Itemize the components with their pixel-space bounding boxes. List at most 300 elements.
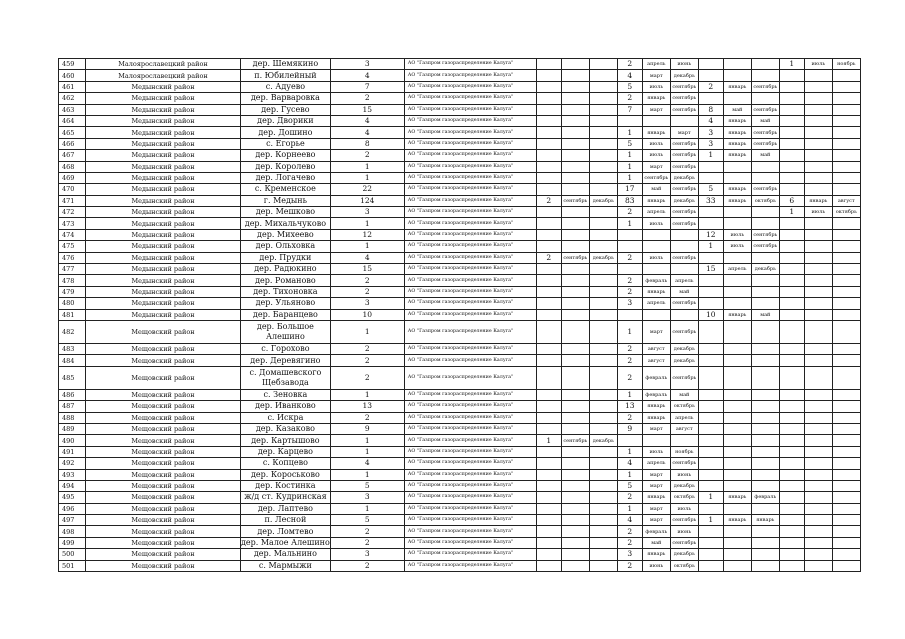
period-end-month [589, 515, 617, 526]
period-count: 2 [536, 195, 561, 206]
period-count [698, 526, 723, 537]
table-row [59, 161, 861, 172]
period-start-month [804, 560, 832, 571]
period-end-month [670, 435, 698, 446]
period-end-month [751, 172, 779, 183]
period-end-month [832, 446, 860, 457]
period-start-month [804, 366, 832, 389]
table-row [59, 229, 861, 240]
period-count [536, 218, 561, 229]
period-count [536, 241, 561, 252]
period-end-month [832, 161, 860, 172]
period-end-month [589, 560, 617, 571]
total-count: 4 [330, 458, 404, 469]
row-number: 473 [59, 218, 86, 229]
district-name: Медынский район [86, 138, 241, 149]
row-number: 466 [59, 138, 86, 149]
period-count [779, 320, 804, 343]
period-end-month [751, 503, 779, 514]
period-start-month [561, 515, 589, 526]
organization-name: АО "Газпром газораспределение Калуга" [404, 218, 536, 229]
total-count: 2 [330, 286, 404, 297]
period-start-month: январь [642, 195, 670, 206]
period-end-month [832, 355, 860, 366]
district-name: Медынский район [86, 275, 241, 286]
settlement-name: дер. Казаково [241, 423, 331, 434]
period-end-month [589, 59, 617, 70]
district-name: Мещовский район [86, 389, 241, 400]
period-count [698, 343, 723, 354]
organization-name: АО "Газпром газораспределение Калуга" [404, 537, 536, 548]
period-end-month [670, 264, 698, 275]
table-row [59, 184, 861, 195]
period-count [698, 218, 723, 229]
period-start-month [804, 275, 832, 286]
organization-name: АО "Газпром газораспределение Калуга" [404, 241, 536, 252]
period-count [536, 412, 561, 423]
period-start-month [561, 526, 589, 537]
period-start-month [561, 480, 589, 491]
period-count: 1 [617, 127, 642, 138]
period-count [698, 275, 723, 286]
period-end-month: декабрь [589, 195, 617, 206]
table-row [59, 355, 861, 366]
period-start-month [561, 549, 589, 560]
district-name: Мещовский район [86, 446, 241, 457]
district-name: Медынский район [86, 264, 241, 275]
settlement-name: с. Мармыжи [241, 560, 331, 571]
period-start-month [804, 172, 832, 183]
table-row [59, 537, 861, 548]
table-row [59, 401, 861, 412]
total-count: 124 [330, 195, 404, 206]
period-end-month [832, 401, 860, 412]
organization-name: АО "Газпром газораспределение Калуга" [404, 515, 536, 526]
period-start-month [804, 161, 832, 172]
period-count [536, 229, 561, 240]
period-start-month [804, 286, 832, 297]
period-count: 2 [617, 526, 642, 537]
row-number: 463 [59, 104, 86, 115]
period-start-month [642, 264, 670, 275]
period-count [698, 423, 723, 434]
row-number: 479 [59, 286, 86, 297]
total-count: 22 [330, 184, 404, 195]
row-number: 482 [59, 320, 86, 343]
period-start-month: март [642, 320, 670, 343]
period-count [698, 503, 723, 514]
period-end-month [832, 389, 860, 400]
period-start-month [561, 184, 589, 195]
period-end-month [751, 218, 779, 229]
period-end-month [670, 115, 698, 126]
period-start-month [804, 389, 832, 400]
period-count: 33 [698, 195, 723, 206]
period-start-month [804, 480, 832, 491]
period-count [698, 435, 723, 446]
period-start-month [804, 435, 832, 446]
period-count: 2 [617, 343, 642, 354]
settlement-name: дер. Радюкино [241, 264, 331, 275]
period-start-month [561, 309, 589, 320]
row-number: 484 [59, 355, 86, 366]
period-start-month [561, 207, 589, 218]
period-end-month [751, 70, 779, 81]
district-name: Медынский район [86, 127, 241, 138]
table-row [59, 127, 861, 138]
organization-name: АО "Газпром газораспределение Калуга" [404, 458, 536, 469]
period-start-month [561, 401, 589, 412]
period-end-month: декабрь [670, 70, 698, 81]
row-number: 495 [59, 492, 86, 503]
period-count: 2 [617, 286, 642, 297]
period-start-month [804, 138, 832, 149]
period-end-month [751, 355, 779, 366]
period-end-month: сентябрь [670, 184, 698, 195]
organization-name: АО "Газпром газораспределение Калуга" [404, 480, 536, 491]
period-start-month: январь [723, 127, 751, 138]
period-start-month [561, 320, 589, 343]
period-end-month [589, 389, 617, 400]
organization-name: АО "Газпром газораспределение Калуга" [404, 70, 536, 81]
period-start-month [723, 526, 751, 537]
district-name: Мещовский район [86, 503, 241, 514]
district-name: Медынский район [86, 252, 241, 263]
period-end-month [751, 286, 779, 297]
period-start-month [723, 480, 751, 491]
row-number: 483 [59, 343, 86, 354]
period-count [536, 423, 561, 434]
organization-name: АО "Газпром газораспределение Калуга" [404, 503, 536, 514]
district-name: Мещовский район [86, 537, 241, 548]
district-name: Мещовский район [86, 560, 241, 571]
organization-name: АО "Газпром газораспределение Калуга" [404, 309, 536, 320]
period-count: 1 [617, 503, 642, 514]
period-end-month: сентябрь [670, 458, 698, 469]
period-start-month: сентябрь [561, 195, 589, 206]
district-name: Медынский район [86, 93, 241, 104]
row-number: 459 [59, 59, 86, 70]
period-end-month [751, 161, 779, 172]
period-start-month [561, 458, 589, 469]
period-end-month [589, 401, 617, 412]
period-end-month: декабрь [670, 549, 698, 560]
period-count [779, 229, 804, 240]
district-name: Мещовский район [86, 515, 241, 526]
period-count [779, 252, 804, 263]
row-number: 496 [59, 503, 86, 514]
district-name: Мещовский район [86, 458, 241, 469]
total-count: 2 [330, 560, 404, 571]
settlement-name: с. Домашевского Щебзавода [241, 366, 331, 389]
period-count: 2 [617, 492, 642, 503]
period-end-month [670, 229, 698, 240]
total-count: 1 [330, 241, 404, 252]
settlement-name: п. Юбилейный [241, 70, 331, 81]
period-end-month [589, 70, 617, 81]
organization-name: АО "Газпром газораспределение Калуга" [404, 320, 536, 343]
period-end-month [751, 366, 779, 389]
period-start-month [723, 70, 751, 81]
period-end-month [751, 207, 779, 218]
period-count: 13 [617, 401, 642, 412]
organization-name: АО "Газпром газораспределение Калуга" [404, 469, 536, 480]
table-row [59, 252, 861, 263]
period-start-month: январь [723, 309, 751, 320]
row-number: 499 [59, 537, 86, 548]
settlement-name: дер. Картышово [241, 435, 331, 446]
period-count [536, 93, 561, 104]
period-start-month: июль [723, 241, 751, 252]
settlement-name: дер. Прудки [241, 252, 331, 263]
table-row [59, 469, 861, 480]
organization-name: АО "Газпром газораспределение Калуга" [404, 195, 536, 206]
settlement-name: ж/д ст. Кудринская [241, 492, 331, 503]
row-number: 489 [59, 423, 86, 434]
period-start-month [561, 218, 589, 229]
period-end-month [832, 469, 860, 480]
district-name: Медынский район [86, 218, 241, 229]
organization-name: АО "Газпром газораспределение Калуга" [404, 549, 536, 560]
period-count [698, 560, 723, 571]
settlement-name: с. Адуево [241, 81, 331, 92]
period-count: 1 [617, 218, 642, 229]
period-count [536, 275, 561, 286]
settlement-name: с. Егорье [241, 138, 331, 149]
period-end-month [751, 480, 779, 491]
period-start-month: июль [642, 150, 670, 161]
total-count: 4 [330, 127, 404, 138]
period-start-month [804, 446, 832, 457]
period-count [779, 423, 804, 434]
period-count [536, 184, 561, 195]
table-row [59, 343, 861, 354]
period-count [536, 264, 561, 275]
period-start-month [723, 59, 751, 70]
organization-name: АО "Газпром газораспределение Калуга" [404, 93, 536, 104]
period-end-month: сентябрь [670, 81, 698, 92]
period-start-month [642, 229, 670, 240]
period-end-month [751, 423, 779, 434]
period-count: 1 [617, 446, 642, 457]
period-start-month [804, 127, 832, 138]
period-count [779, 241, 804, 252]
period-start-month [804, 150, 832, 161]
period-end-month [832, 458, 860, 469]
period-end-month [832, 298, 860, 309]
settlement-name: дер. Костинка [241, 480, 331, 491]
period-count: 2 [617, 366, 642, 389]
period-end-month [589, 172, 617, 183]
period-start-month [723, 252, 751, 263]
settlement-name: п. Лесной [241, 515, 331, 526]
period-end-month [832, 480, 860, 491]
period-count [536, 458, 561, 469]
period-start-month [804, 355, 832, 366]
period-end-month [670, 241, 698, 252]
period-count: 2 [617, 412, 642, 423]
table-row [59, 309, 861, 320]
period-start-month [723, 458, 751, 469]
period-start-month: январь [642, 492, 670, 503]
period-start-month [804, 537, 832, 548]
organization-name: АО "Газпром газораспределение Калуга" [404, 207, 536, 218]
period-end-month [589, 446, 617, 457]
period-count: 4 [617, 458, 642, 469]
period-start-month: март [642, 503, 670, 514]
period-count [536, 172, 561, 183]
period-end-month: январь [751, 515, 779, 526]
period-end-month [751, 560, 779, 571]
period-start-month [804, 549, 832, 560]
period-end-month [589, 343, 617, 354]
period-end-month [832, 343, 860, 354]
period-end-month: сентябрь [751, 138, 779, 149]
period-start-month: январь [723, 515, 751, 526]
table-row [59, 59, 861, 70]
period-end-month [589, 81, 617, 92]
period-end-month: февраль [751, 492, 779, 503]
total-count: 4 [330, 115, 404, 126]
period-end-month: октябрь [751, 195, 779, 206]
period-end-month [832, 172, 860, 183]
total-count: 1 [330, 389, 404, 400]
period-end-month: март [670, 127, 698, 138]
row-number: 477 [59, 264, 86, 275]
period-end-month: октябрь [670, 560, 698, 571]
period-end-month [589, 115, 617, 126]
settlement-name: дер. Мешково [241, 207, 331, 218]
table-row [59, 275, 861, 286]
period-count [779, 469, 804, 480]
period-count [617, 115, 642, 126]
period-start-month [804, 264, 832, 275]
table-row [59, 150, 861, 161]
period-end-month [832, 366, 860, 389]
table-row [59, 298, 861, 309]
period-start-month: июль [642, 446, 670, 457]
period-end-month [589, 309, 617, 320]
period-start-month: июль [642, 81, 670, 92]
period-start-month [723, 560, 751, 571]
period-end-month: июнь [670, 59, 698, 70]
table-row [59, 93, 861, 104]
settlement-name: дер. Ульяново [241, 298, 331, 309]
total-count: 7 [330, 81, 404, 92]
row-number: 480 [59, 298, 86, 309]
organization-name: АО "Газпром газораспределение Калуга" [404, 150, 536, 161]
period-start-month: апрель [642, 59, 670, 70]
period-start-month [642, 115, 670, 126]
period-count [779, 446, 804, 457]
period-end-month: декабрь [670, 343, 698, 354]
period-count [698, 207, 723, 218]
period-start-month: январь [642, 93, 670, 104]
period-start-month [561, 469, 589, 480]
period-count [698, 286, 723, 297]
period-end-month: декабрь [670, 480, 698, 491]
period-count [779, 537, 804, 548]
period-end-month [589, 355, 617, 366]
period-start-month [723, 172, 751, 183]
organization-name: АО "Газпром газораспределение Калуга" [404, 343, 536, 354]
period-count [536, 389, 561, 400]
table-row [59, 115, 861, 126]
organization-name: АО "Газпром газораспределение Калуга" [404, 161, 536, 172]
period-end-month [589, 161, 617, 172]
row-number: 500 [59, 549, 86, 560]
period-count [698, 355, 723, 366]
period-count: 15 [698, 264, 723, 275]
district-name: Мещовский район [86, 401, 241, 412]
period-end-month: сентябрь [670, 252, 698, 263]
period-count [536, 104, 561, 115]
table-row [59, 70, 861, 81]
period-count: 8 [698, 104, 723, 115]
period-end-month [832, 537, 860, 548]
total-count: 2 [330, 366, 404, 389]
row-number: 481 [59, 309, 86, 320]
period-start-month [804, 492, 832, 503]
period-end-month [832, 309, 860, 320]
period-end-month [589, 275, 617, 286]
period-start-month: январь [723, 184, 751, 195]
period-end-month: сентябрь [670, 366, 698, 389]
period-end-month [832, 515, 860, 526]
period-count [779, 366, 804, 389]
period-start-month [561, 93, 589, 104]
total-count: 4 [330, 70, 404, 81]
table-row [59, 503, 861, 514]
organization-name: АО "Газпром газораспределение Калуга" [404, 252, 536, 263]
period-end-month [751, 343, 779, 354]
period-count [779, 458, 804, 469]
period-end-month [751, 298, 779, 309]
organization-name: АО "Газпром газораспределение Калуга" [404, 560, 536, 571]
period-count [617, 241, 642, 252]
period-end-month [589, 93, 617, 104]
table-row [59, 560, 861, 571]
row-number: 486 [59, 389, 86, 400]
period-end-month [589, 503, 617, 514]
district-name: Мещовский район [86, 435, 241, 446]
district-name: Мещовский район [86, 469, 241, 480]
row-number: 462 [59, 93, 86, 104]
table-row [59, 241, 861, 252]
settlement-name: с. Копцево [241, 458, 331, 469]
gasification-schedule-table [58, 58, 861, 572]
period-start-month: февраль [642, 526, 670, 537]
period-end-month: сентябрь [670, 537, 698, 548]
period-count [536, 70, 561, 81]
district-name: Медынский район [86, 150, 241, 161]
organization-name: АО "Газпром газораспределение Калуга" [404, 401, 536, 412]
settlement-name: дер. Большое Алешино [241, 320, 331, 343]
table-row [59, 286, 861, 297]
period-start-month [723, 549, 751, 560]
period-count: 2 [617, 207, 642, 218]
period-count: 2 [698, 81, 723, 92]
row-number: 478 [59, 275, 86, 286]
district-name: Мещовский район [86, 355, 241, 366]
period-count: 1 [698, 515, 723, 526]
period-count: 1 [617, 150, 642, 161]
period-start-month [561, 59, 589, 70]
period-end-month [832, 423, 860, 434]
period-start-month [723, 298, 751, 309]
organization-name: АО "Газпром газораспределение Калуга" [404, 59, 536, 70]
period-end-month [832, 81, 860, 92]
